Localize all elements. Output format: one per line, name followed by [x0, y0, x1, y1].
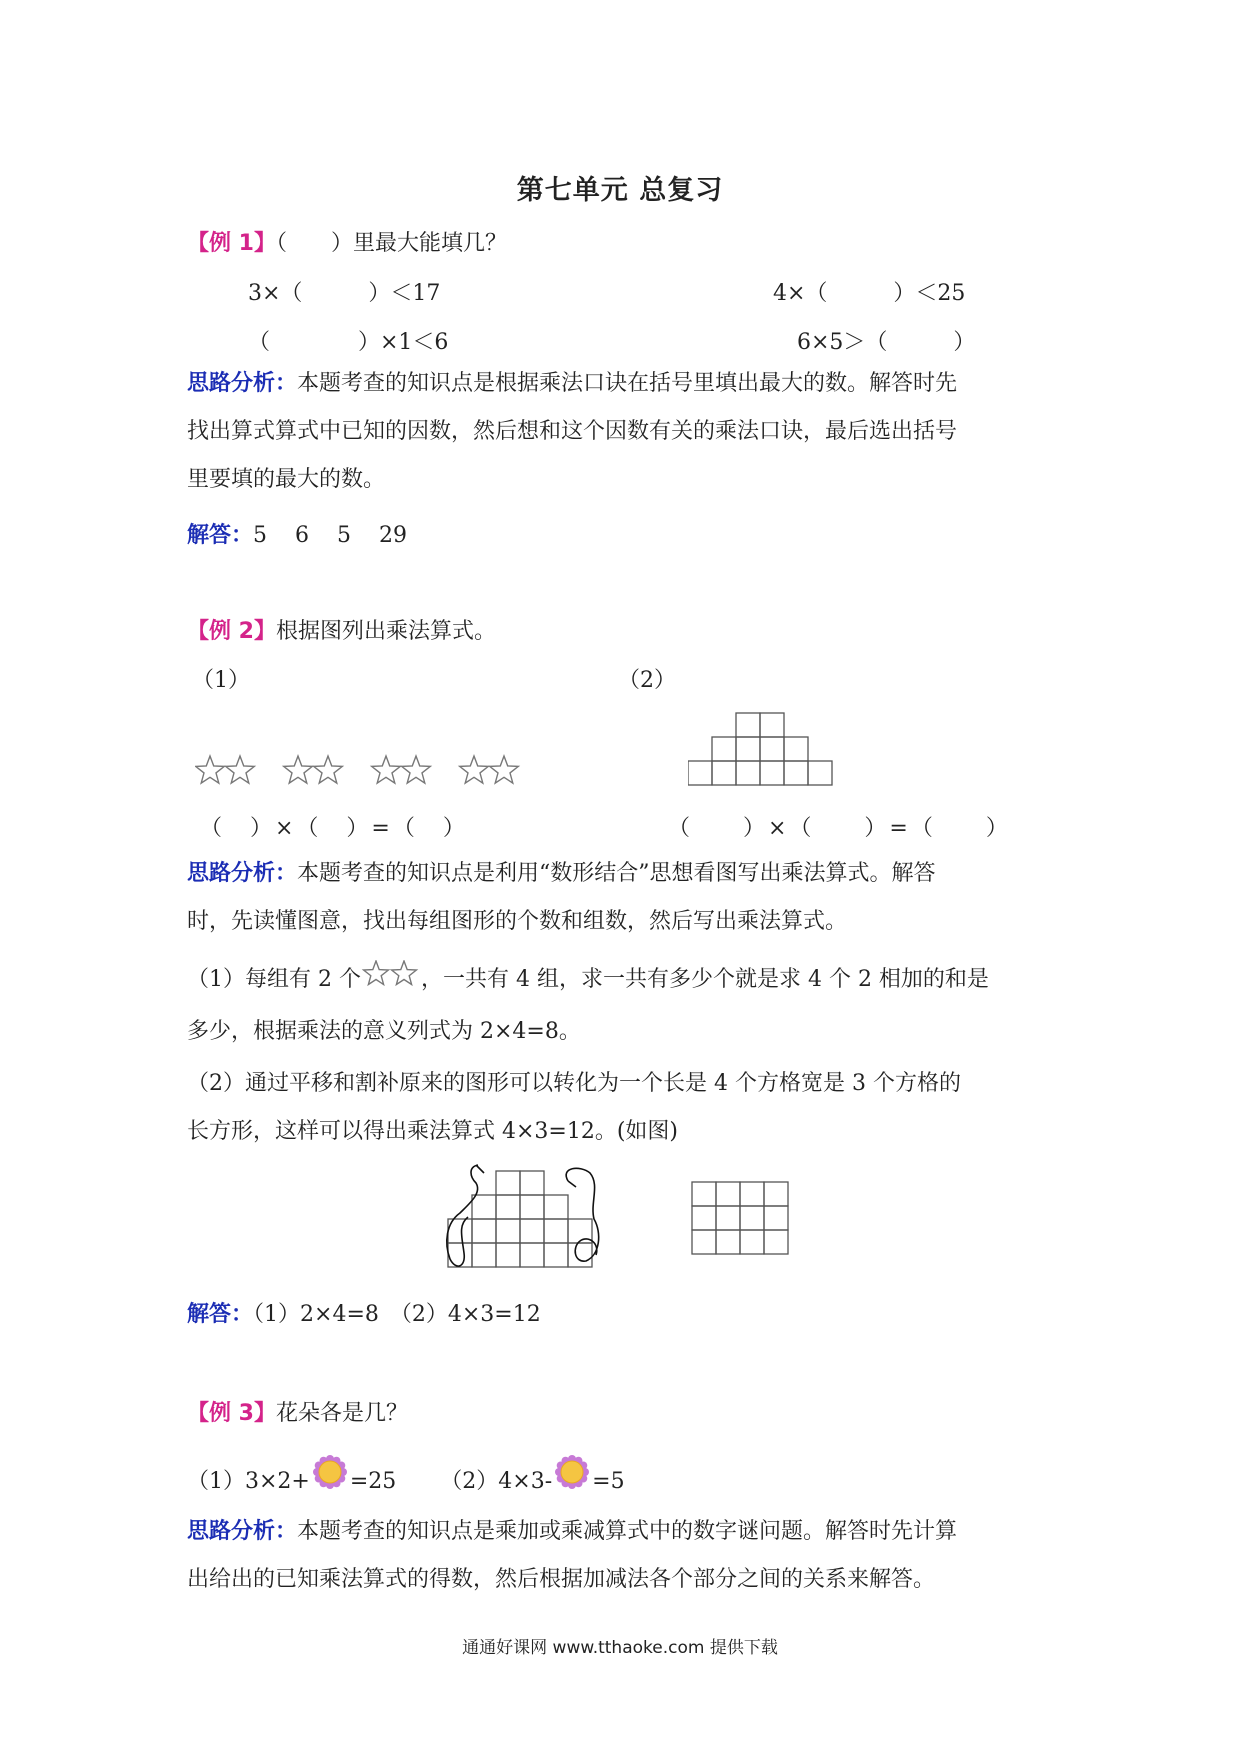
- example2-part1-label: （1）: [192, 668, 250, 693]
- example2-blank-1: （ ）×（ ）=（ ）: [200, 816, 468, 841]
- page-title: 第七单元 总复习: [516, 175, 724, 206]
- grid-cell: [736, 737, 760, 761]
- example3-equations: [187, 1452, 1057, 1495]
- example2-step2-a: （2）通过平移和割补原来的图形可以转化为一个长是 4 个方格宽是 3 个方格的: [187, 1071, 961, 1096]
- example2-step1-b: ，一共有 4 组，求一共有多少个就是求 4 个 2 相加的和是: [420, 967, 989, 992]
- grid-cell: [736, 713, 760, 737]
- example2-analysis-label: 思路分析：: [187, 861, 298, 886]
- grid-cell: [760, 761, 784, 785]
- star-icon: [392, 961, 417, 985]
- grid-cell: [784, 761, 808, 785]
- example3-eq1-a: （1）3×2+: [187, 1469, 310, 1494]
- example1-analysis-line-3: 里要填的最大的数。: [187, 467, 386, 492]
- star-icon: [226, 756, 255, 783]
- example1-answer-line: [187, 518, 1057, 549]
- example1-answer-2: 6: [295, 523, 310, 548]
- example2-analysis-line-1: 本题考查的知识点是利用“数形结合”思想看图写出乘法算式。解答: [297, 861, 936, 886]
- example2-part2-label: （2）: [618, 668, 676, 693]
- star-icon: [402, 756, 431, 783]
- example2-step1-c: 多少，根据乘法的意义列式为 2×4=8。: [187, 1019, 581, 1044]
- example1-answer-4: 29: [379, 523, 408, 548]
- example3-eq1-b: =25: [349, 1469, 397, 1494]
- example2-tag: 【例 2】: [187, 619, 276, 644]
- example1-item-4: 6×5＞（ ）: [797, 330, 976, 355]
- example2-step1-a: （1）每组有 2 个: [187, 967, 361, 992]
- rectangle-result-figure: [690, 1180, 790, 1260]
- example3-question: 花朵各是几？: [275, 1401, 408, 1426]
- grid-cell: [712, 737, 736, 761]
- example1-item-2: 4×（ ）＜25: [773, 281, 966, 306]
- example2-answer-line: [187, 1297, 1057, 1328]
- star-icon: [284, 756, 313, 783]
- star-icon: [372, 756, 401, 783]
- star-icon: [196, 756, 225, 783]
- example3-eq2-b: =5: [592, 1469, 625, 1494]
- grid-cell: [736, 761, 760, 785]
- hand-drawn-arrows: [447, 1165, 599, 1266]
- example1-answer-3: 5: [337, 523, 352, 548]
- example1-analysis-line-2: 找出算式算式中已知的因数，然后想和这个因数有关的乘法口诀，最后选出括号: [187, 419, 958, 444]
- example1-question: （ ）里最大能填几？: [275, 231, 507, 256]
- example2-answer: （1）2×4=8 （2）4×3=12: [253, 1302, 541, 1327]
- example1-answer-1: 5: [253, 523, 268, 548]
- example3-analysis-label: 思路分析：: [187, 1519, 298, 1544]
- example1-analysis-label: 思路分析：: [187, 371, 298, 396]
- example3-analysis: [187, 1508, 1057, 1604]
- example1-tag: 【例 1】: [187, 231, 276, 256]
- inline-stars-icon: [361, 960, 421, 988]
- star-icon: [314, 756, 343, 783]
- example1-item-1: 3×（ ）＜17: [248, 281, 441, 306]
- example1-item-3: （ ）×1＜6: [248, 330, 449, 355]
- page-footer: 通通好课网 www.tthaoke.com 提供下载: [462, 1638, 778, 1658]
- example3-analysis-line-1: 本题考查的知识点是乘加或乘减算式中的数字谜问题。解答时先计算: [297, 1519, 958, 1544]
- example2-blank-2: （ ）×（ ）=（ ）: [668, 816, 1011, 841]
- grid-cell: [784, 737, 808, 761]
- flower-icon: [310, 1452, 350, 1492]
- star-icon: [460, 756, 489, 783]
- example2-question-line: [187, 614, 1057, 645]
- star-icon: [364, 961, 389, 985]
- example2-step2-b: 长方形，这样可以得出乘法算式 4×3=12。(如图): [187, 1119, 679, 1144]
- example1-question-line: [187, 226, 1057, 257]
- example2-question: 根据图列出乘法算式。: [275, 619, 496, 644]
- example2-analysis: [187, 850, 1057, 946]
- star-icon: [490, 756, 519, 783]
- grid-cell: [688, 761, 712, 785]
- grid-cell: [760, 737, 784, 761]
- grid-cell: [712, 761, 736, 785]
- example3-analysis-line-2: 出给出的已知乘法算式的得数，然后根据加减法各个部分之间的关系来解答。: [187, 1567, 936, 1592]
- example2-analysis-line-2: 时，先读懂图意，找出每组图形的个数和组数，然后写出乘法算式。: [187, 909, 848, 934]
- transform-figure: [440, 1163, 620, 1273]
- example2-answer-label: 解答：: [187, 1302, 254, 1327]
- example3-eq2-a: （2）4×3-: [440, 1469, 553, 1494]
- example3-tag: 【例 3】: [187, 1401, 276, 1426]
- flower-icon: [552, 1452, 592, 1492]
- star-groups-figure: [195, 752, 545, 788]
- example1-analysis-line-1: 本题考查的知识点是根据乘法口诀在括号里填出最大的数。解答时先: [297, 371, 958, 396]
- example3-question-line: [187, 1396, 1057, 1427]
- staircase-figure: [688, 711, 838, 787]
- example1-analysis: [187, 360, 1057, 504]
- example1-answer-label: 解答：: [187, 523, 254, 548]
- grid-cell: [760, 713, 784, 737]
- grid-cell: [808, 761, 832, 785]
- example2-step1-line: [187, 960, 1057, 993]
